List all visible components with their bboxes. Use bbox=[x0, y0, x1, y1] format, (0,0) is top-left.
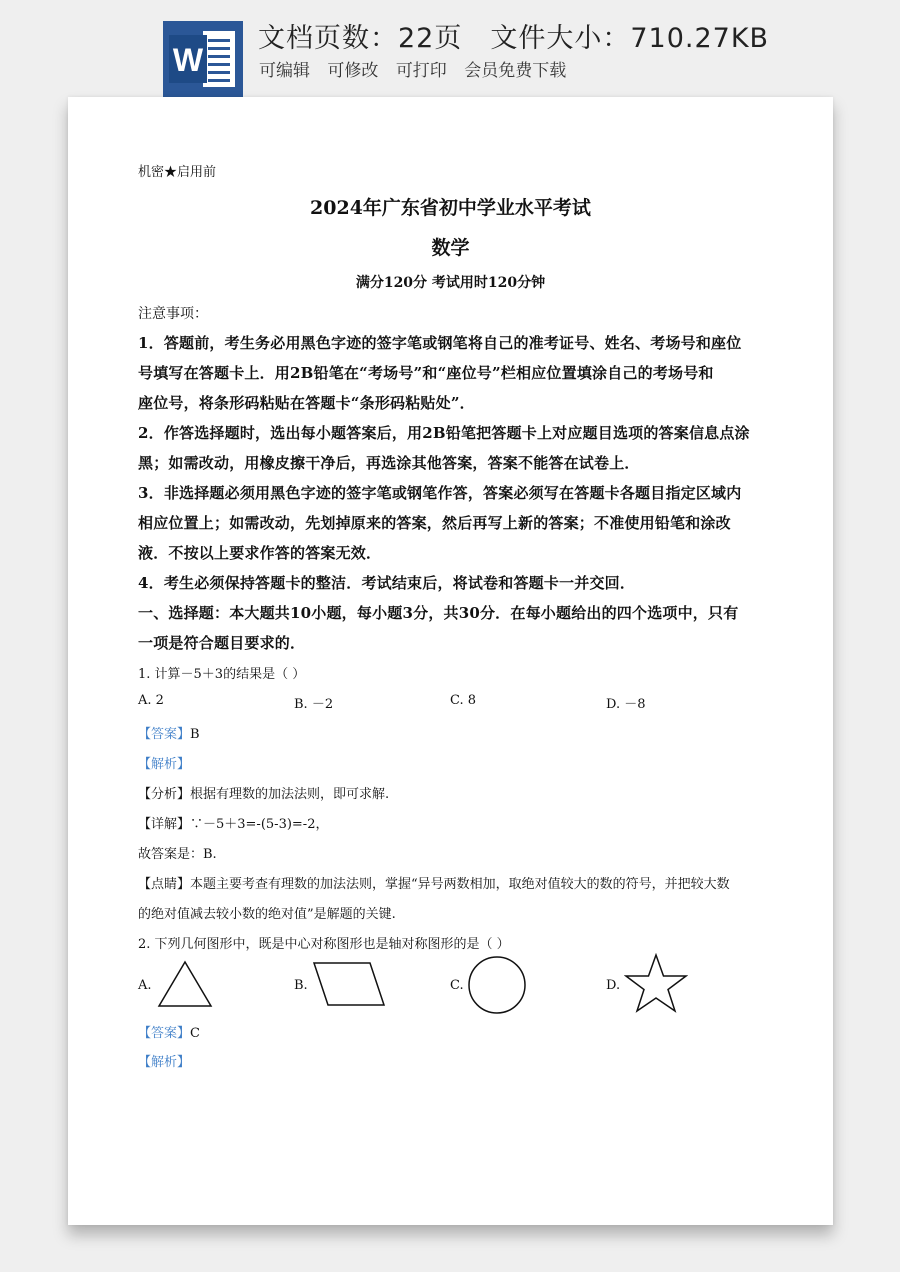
q2-option-a-label: A. bbox=[138, 978, 152, 993]
notice-line: 液．不按以上要求作答的答案无效． bbox=[138, 544, 382, 562]
answer-tag: 【答案】 bbox=[138, 1026, 191, 1041]
svg-text:W: W bbox=[172, 42, 204, 78]
feature-editable: 可编辑 bbox=[259, 61, 310, 81]
q1-analysis-line: 【点睛】本题主要考查有理数的加法法则，掌握“异号两数相加，取绝对值较大的数的符号，并把较大数 bbox=[138, 877, 730, 892]
q2-option-d-label: D. bbox=[606, 978, 621, 993]
word-icon bbox=[163, 21, 243, 97]
file-size-label: 文件大小：710.27KB bbox=[490, 23, 770, 54]
subject-title: 数学 bbox=[431, 237, 470, 259]
notice-line: 座位号，将条形码粘贴在答题卡“条形码粘贴处”． bbox=[138, 394, 475, 412]
q2-option-b-label: B. bbox=[294, 978, 308, 993]
page-count-label: 文档页数：22页 bbox=[258, 23, 463, 54]
confidential-mark: 机密★启用前 bbox=[138, 165, 217, 180]
notice-title: 注意事项： bbox=[138, 306, 208, 322]
feature-printable: 可打印 bbox=[395, 61, 447, 81]
q1-option-d: D. －8 bbox=[606, 697, 646, 712]
feature-modifiable: 可修改 bbox=[327, 61, 379, 81]
section-heading: 一项是符合题目要求的． bbox=[138, 634, 306, 652]
triangle-figure bbox=[156, 960, 214, 1008]
notice-line: 相应位置上；如需改动，先划掉原来的答案，然后再写上新的答案；不准使用铅笔和涂改 bbox=[138, 514, 731, 532]
q1-option-b: B. －2 bbox=[294, 697, 334, 712]
answer-value: C bbox=[190, 1026, 200, 1041]
answer-tag: 【答案】 bbox=[138, 727, 191, 742]
parallelogram-figure bbox=[312, 961, 386, 1007]
q1-analysis-line: 【详解】∵－5＋3=-(5-3)=-2， bbox=[138, 817, 329, 832]
q2-analysis-tag: 【解析】 bbox=[138, 1055, 191, 1070]
section-heading: 一、选择题：本大题共10小题，每小题3分，共30分．在每小题给出的四个选项中，只有 bbox=[138, 604, 739, 622]
download-banner bbox=[0, 0, 900, 100]
document-page bbox=[68, 97, 833, 1225]
q1-option-a: A. 2 bbox=[138, 693, 164, 708]
score-time: 满分120分 考试用时120分钟 bbox=[355, 275, 546, 291]
q1-answer bbox=[138, 723, 200, 742]
q1-analysis-line: 的绝对值减去较小数的绝对值”是解题的关键. bbox=[138, 907, 396, 922]
banner-title bbox=[258, 16, 769, 55]
notice-line: 黑；如需改动，用橡皮擦干净后，再选涂其他答案，答案不能答在试卷上． bbox=[138, 454, 640, 472]
q1-analysis-line: 【分析】根据有理数的加法法则，即可求解. bbox=[138, 787, 390, 802]
notice-line: 号填写在答题卡上．用2B铅笔在“考场号”和“座位号”栏相应位置填涂自己的考场号和 bbox=[138, 364, 714, 382]
notice-line: 3．非选择题必须用黑色字迹的签字笔或钢笔作答，答案必须写在答题卡各题目指定区域内 bbox=[138, 484, 742, 502]
star-figure bbox=[624, 953, 688, 1015]
notice-line: 1．答题前，考生务必用黑色字迹的签字笔或钢笔将自己的准考证号、姓名、考场号和座位 bbox=[138, 334, 742, 352]
circle-figure bbox=[467, 955, 527, 1015]
q2-stem: 2. 下列几何图形中，既是中心对称图形也是轴对称图形的是（ ） bbox=[138, 937, 510, 952]
q2-option-c-label: C. bbox=[450, 978, 464, 993]
q1-stem: 1. 计算－5＋3的结果是（ ） bbox=[138, 667, 306, 682]
feature-free-download: 会员免费下载 bbox=[464, 61, 567, 81]
q1-analysis-line: 故答案是：B. bbox=[138, 847, 217, 862]
notice-line: 2．作答选择题时，选出每小题答案后，用2B铅笔把答题卡上对应题目选项的答案信息点涂 bbox=[138, 424, 750, 442]
banner-features bbox=[259, 56, 578, 81]
answer-value: B bbox=[190, 727, 200, 742]
notice-line: 4．考生必须保持答题卡的整洁．考试结束后，将试卷和答题卡一并交回． bbox=[138, 574, 636, 592]
q2-answer bbox=[138, 1022, 200, 1041]
q1-option-c: C. 8 bbox=[450, 693, 477, 708]
q1-analysis-tag: 【解析】 bbox=[138, 757, 191, 772]
exam-title: 2024年广东省初中学业水平考试 bbox=[310, 197, 591, 219]
